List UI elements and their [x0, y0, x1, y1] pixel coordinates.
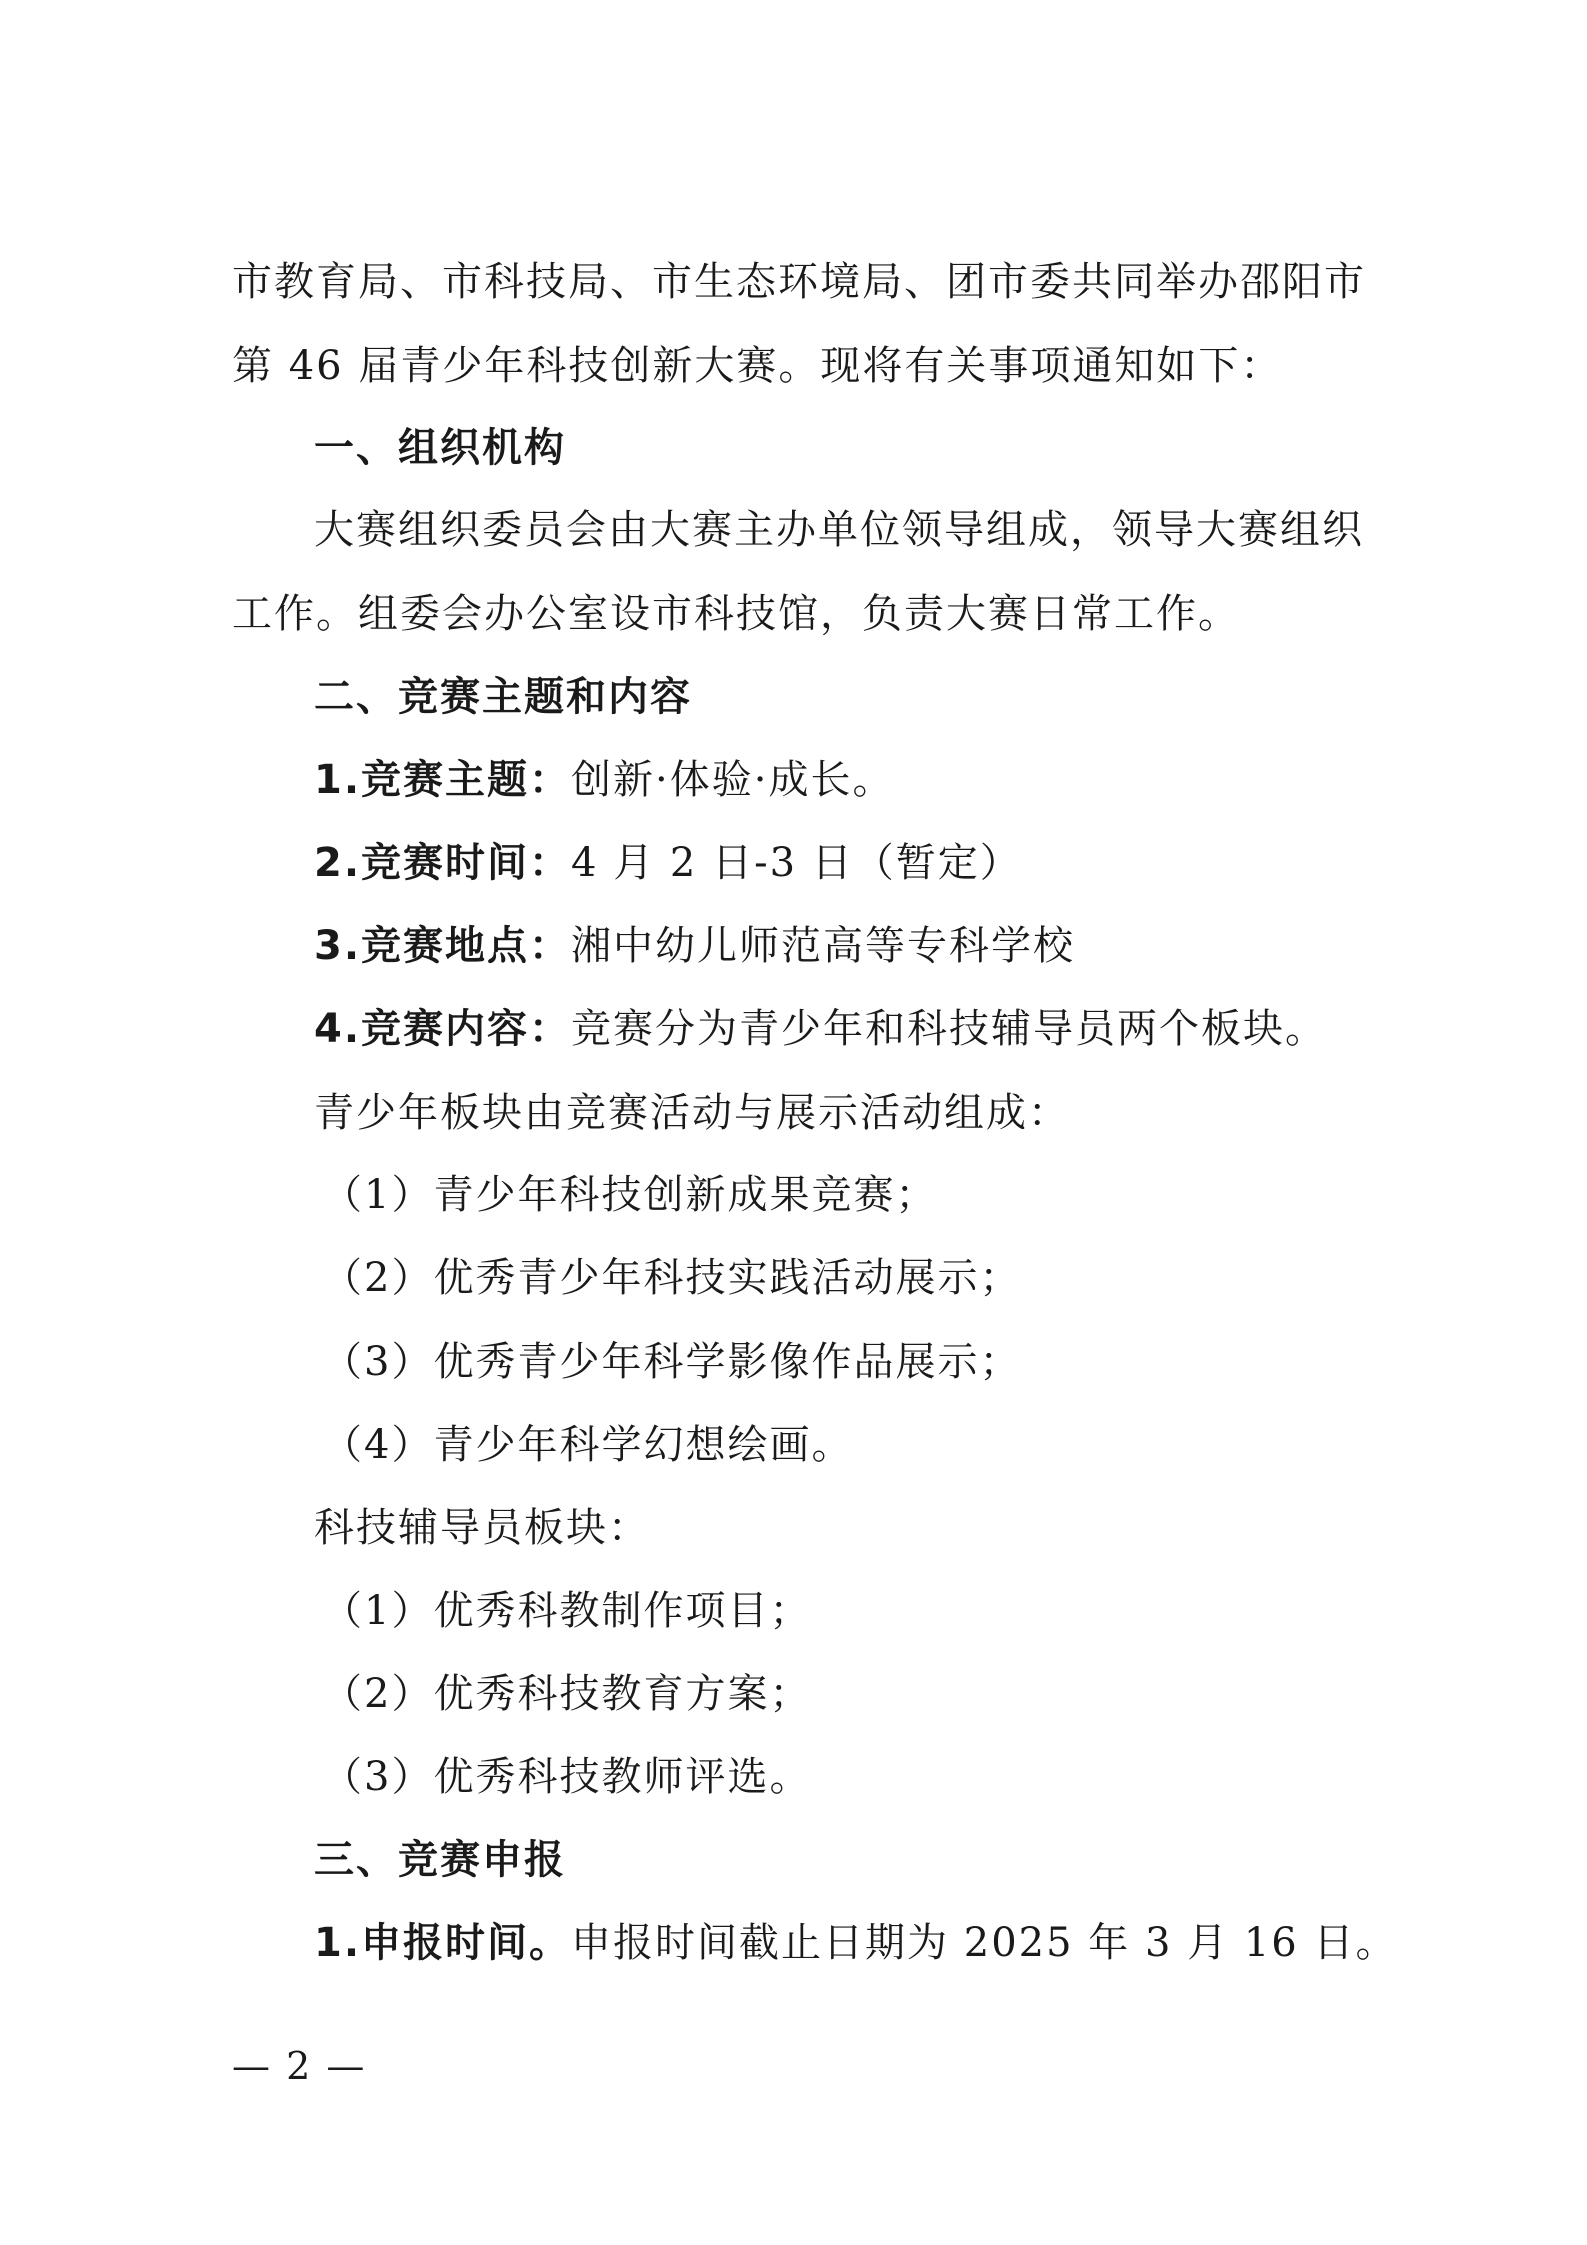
- item-content-label: 4.竞赛内容：: [314, 1006, 572, 1052]
- section3-heading: 三、竞赛申报: [314, 1837, 566, 1883]
- item-location: [314, 923, 1076, 969]
- youth-item: （4）青少年科学幻想绘画。: [322, 1422, 854, 1468]
- section1-paragraph-line-1: 大赛组织委员会由大赛主办单位领导组成，领导大赛组织: [314, 507, 1364, 553]
- section2-heading: 二、竞赛主题和内容: [314, 674, 692, 720]
- tutor-item: （2）优秀科技教育方案；: [322, 1671, 812, 1717]
- intro-line-2: 第 46 届青少年科技创新大赛。现将有关事项通知如下：: [232, 343, 1283, 389]
- item-location-label: 3.竞赛地点：: [314, 923, 572, 969]
- item-theme-text: 创新·体验·成长。: [571, 757, 895, 803]
- item-time-text: 4 月 2 日-3 日（暂定）: [571, 840, 1022, 886]
- item-location-text: 湘中幼儿师范高等专科学校: [571, 923, 1076, 969]
- youth-item: （1）青少年科技创新成果竞赛；: [322, 1172, 938, 1218]
- section1-paragraph-line-2: 工作。组委会办公室设市科技馆，负责大赛日常工作。: [232, 591, 1240, 637]
- tutor-intro: 科技辅导员板块：: [314, 1505, 650, 1551]
- item-theme: [314, 757, 895, 803]
- item-time-label: 2.竞赛时间：: [314, 840, 572, 886]
- intro-line-1: 市教育局、市科技局、市生态环境局、团市委共同举办邵阳市: [232, 259, 1366, 305]
- apply-deadline: [314, 1920, 1398, 1966]
- section1-heading: 一、组织机构: [314, 425, 566, 471]
- youth-item: （3）优秀青少年科学影像作品展示；: [322, 1339, 1022, 1385]
- youth-item: （2）优秀青少年科技实践活动展示；: [322, 1255, 1022, 1301]
- item-content: [314, 1006, 1328, 1052]
- item-theme-label: 1.竞赛主题：: [314, 757, 572, 803]
- tutor-item: （1）优秀科教制作项目；: [322, 1588, 812, 1634]
- page-number: — 2 —: [232, 2044, 367, 2088]
- apply-deadline-label: 1.申报时间。: [314, 1920, 572, 1966]
- tutor-item: （3）优秀科技教师评选。: [322, 1754, 812, 1800]
- item-time: [314, 840, 1022, 886]
- youth-intro: 青少年板块由竞赛活动与展示活动组成：: [314, 1090, 1070, 1136]
- apply-deadline-text: 申报时间截止日期为 2025 年 3 月 16 日。: [571, 1920, 1398, 1966]
- item-content-text: 竞赛分为青少年和科技辅导员两个板块。: [571, 1006, 1328, 1052]
